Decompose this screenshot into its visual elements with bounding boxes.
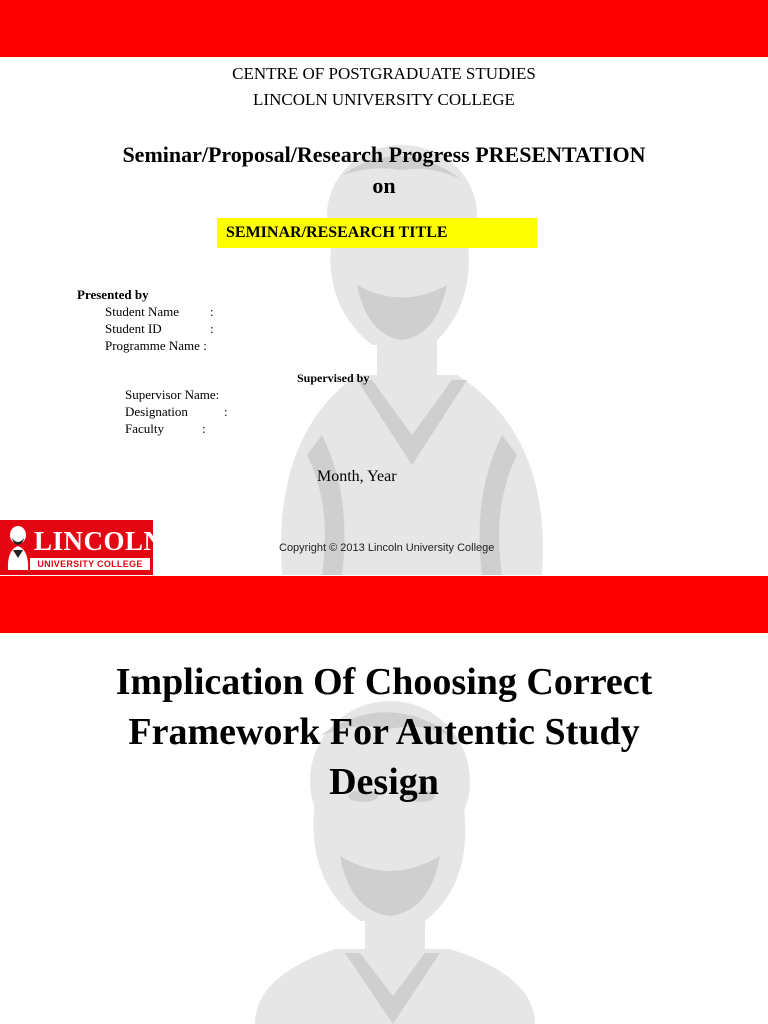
- title-highlight-box: [217, 218, 537, 248]
- student-name-colon: :: [210, 304, 214, 319]
- supervised-by-label: Supervised by: [297, 371, 370, 385]
- designation-colon: :: [224, 404, 228, 419]
- lincoln-logo: [0, 520, 164, 575]
- student-id-label: Student ID: [105, 321, 162, 336]
- designation-label: Designation: [125, 404, 188, 419]
- faculty-label: Faculty: [125, 421, 164, 436]
- logo-subtitle: UNIVERSITY COLLEGE: [30, 558, 150, 570]
- seminar-title-placeholder: SEMINAR/RESEARCH TITLE: [226, 224, 448, 241]
- programme-name-label: Programme Name :: [105, 338, 207, 353]
- student-id-colon: :: [210, 321, 214, 336]
- presentation-heading-on: on: [372, 173, 396, 198]
- lincoln-head-icon: [3, 524, 33, 570]
- top-red-bar-slide-2: [0, 576, 768, 633]
- top-red-bar: [0, 0, 768, 57]
- institution-line-1: CENTRE OF POSTGRADUATE STUDIES: [232, 64, 536, 83]
- lincoln-bust-watermark-icon: [262, 135, 562, 575]
- student-name-label: Student Name: [105, 304, 180, 319]
- presentation-title-line-1: Implication Of Choosing Correct: [115, 661, 653, 703]
- copyright-text: Copyright © 2013 Lincoln University College: [279, 542, 495, 554]
- faculty-colon: :: [202, 421, 206, 436]
- institution-line-2: LINCOLN UNIVERSITY COLLEGE: [253, 90, 515, 109]
- presentation-heading: Seminar/Proposal/Research Progress PRESENTATION: [122, 142, 646, 167]
- presented-by-label: Presented by: [77, 287, 149, 302]
- logo-word: LINCOLN: [34, 526, 164, 556]
- supervisor-name-label: Supervisor Name:: [125, 387, 220, 402]
- slide-2: [0, 576, 768, 1024]
- presentation-title-line-2: Framework For Autentic Study: [128, 711, 640, 753]
- date-label: Month, Year: [317, 468, 397, 485]
- presentation-title-line-3: Design: [329, 761, 439, 803]
